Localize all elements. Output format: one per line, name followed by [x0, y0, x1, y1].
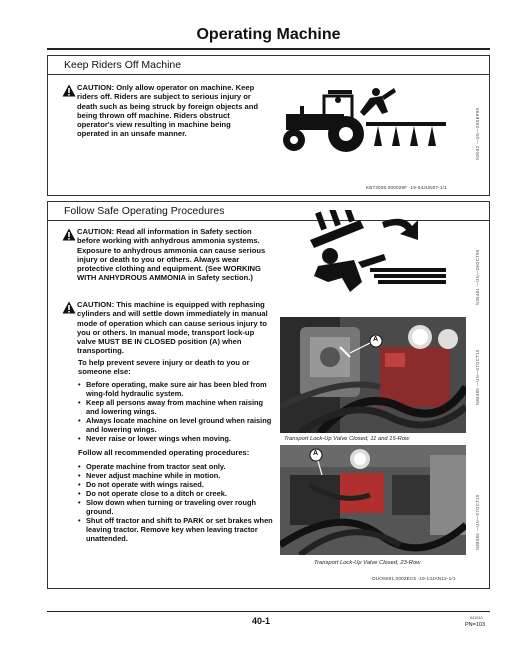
date-code: 041510: [470, 616, 483, 620]
reference-code: OUO6091,0002EC5 -19-13JAN12-1/1: [372, 576, 456, 581]
page-title: Operating Machine: [196, 26, 341, 43]
caution-text: CAUTION: Read all information in Safety section before working with anhydrous ammonia systems. Exposure to anhydrous ammonia can cause serious injury or death to you or others. Always wear protective clothing and equipment. (See WORKING WITH ANHYDROUS AMMONIA in Safety section.): [77, 227, 266, 283]
intro-paragraph: To help prevent severe injury or death to you or someone else:: [78, 358, 250, 377]
photo-caption: Transport Lock-Up Valve Closed, 23-Row: [314, 560, 421, 566]
caution-rephasing: [62, 300, 274, 356]
caution-riders: [62, 83, 262, 139]
procedures-bullet-list: [78, 462, 278, 543]
image-code: N88386 —UN—07OCT10: [475, 494, 480, 550]
list-item: • Do not operate close to a ditch or creek.: [78, 489, 278, 498]
caution-text: CAUTION: Only allow operator on machine. Keep riders off. Riders are subject to serious injury or death such as being struck by foreign objects and being thrown off machine. Riders obstruct operator's view resulting in machine being operated in an unsafe manner.: [77, 83, 259, 139]
image-code: N36481 —UN—29OCT96: [475, 249, 480, 305]
footer-rule: [47, 611, 490, 612]
list-item: • Slow down when turning or traveling over rough ground.: [78, 498, 278, 516]
callout-label: A: [373, 336, 379, 343]
photo-graphic: [280, 317, 466, 433]
caution-text: CAUTION: This machine is equipped with rephasing cylinders and will settle down immediately in manual mode of operation which can cause serious injury to you or others. In manual mode, transport lock-up valve MUST BE IN CLOSED position (A) when transporting.: [77, 300, 268, 356]
tractor-rider-illustration: [278, 86, 458, 158]
page-title-band: [47, 22, 490, 50]
warning-icon: [62, 301, 76, 314]
list-item: • Before operating, make sure air has been bled from wing-fold hydraulic system.: [78, 380, 278, 398]
list-item: • Shut off tractor and shift to PARK or set brakes when leaving tractor. Remove key when leaving tractor unattended.: [78, 516, 278, 543]
list-item: • Always locate machine on level ground when raising and lowering wings.: [78, 416, 278, 434]
pn-number: PN=103: [465, 622, 486, 628]
warning-icon: [62, 84, 76, 97]
photo-graphic: [280, 445, 466, 555]
procedures-paragraph: Follow all recommended operating procedures:: [78, 448, 250, 457]
page-number: 40-1: [252, 616, 271, 626]
section-heading: Follow Safe Operating Procedures: [48, 202, 489, 221]
safety-bullet-list: [78, 380, 278, 443]
list-item: • Do not operate with wings raised.: [78, 480, 278, 489]
valve-photo-23-row: [280, 445, 466, 555]
valve-photo-11-15-row: [280, 317, 466, 433]
image-code: N88385 —UN—07OCT10: [475, 349, 480, 405]
list-item: • Keep all persons away from machine when raising and lowering wings.: [78, 398, 278, 416]
list-item: • Never adjust machine while in motion.: [78, 471, 278, 480]
photo-caption: Transport Lock-Up Valve Closed, 11 and 15-Row: [284, 436, 410, 442]
hazard-pictogram: [300, 210, 460, 300]
image-code: N9032 —UN—28SEP90: [475, 107, 480, 160]
callout-label: A: [313, 450, 319, 457]
section-heading: Keep Riders Off Machine: [48, 56, 489, 75]
caution-ammonia: [62, 227, 272, 283]
list-item: • Operate machine from tractor seat only.: [78, 462, 278, 471]
reference-code: KB73036,000028F -19-04JUN07-1/1: [366, 185, 448, 190]
list-item: • Never raise or lower wings when moving.: [78, 434, 278, 443]
warning-icon: [62, 228, 76, 241]
